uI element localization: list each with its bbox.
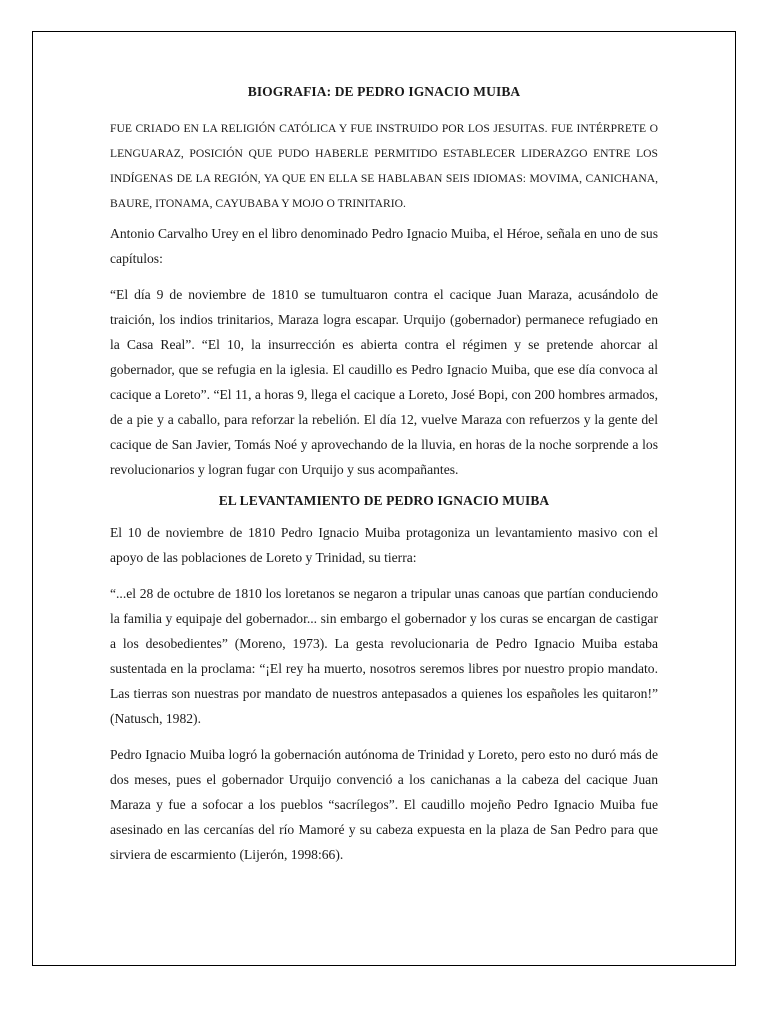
- paragraph-uprising: El 10 de noviembre de 1810 Pedro Ignacio Muiba protagoniza un levantamiento masivo con el apoyo de las poblaciones de Loreto y Trinidad, su tierra:: [110, 525, 658, 565]
- paragraph-quote-moreno: “...el 28 de octubre de 1810 los loretanos se negaron a tripular unas canoas que partían conduciendo la familia y equipaje del gobernador... sin embargo el gobernador y los curas se encargan de castigar a los desobedientes” (Moreno, 1973). La gesta revolucionaria de Pedro Ignacio Muiba estaba sustentada en la proclama: “¡El rey ha muerto, nosotros seremos libres por nuestro propio mandato. Las tierras son nuestras por mandato de nuestros antepasados a quienes los españoles les quitaron!” (Natusch, 1982).: [110, 586, 658, 726]
- document-title: BIOGRAFIA: DE PEDRO IGNACIO MUIBA: [247, 84, 521, 99]
- paragraph-source: Antonio Carvalho Urey en el libro denominado Pedro Ignacio Muiba, el Héroe, señala en uno de sus capítulos:: [110, 226, 658, 266]
- paragraph-quote-1810: “El día 9 de noviembre de 1810 se tumultuaron contra el cacique Juan Maraza, acusándolo de traición, los indios trinitarios, Maraza logra escapar. Urquijo (gobernador) permanece refugiado en la Casa Real”. “El 10, la insurrección es abierta contra el régimen y se pretende ahorcar al gobernador, que se refugia en la iglesia. El caudillo es Pedro Ignacio Muiba, que ese día convoca al cacique a Loreto”. “El 11, a horas 9, llega el cacique a Loreto, José Bopi, con 200 hombres armados, de a pie y a caballo, para reforzar la rebelión. El día 12, vuelve Maraza con refuerzos y la gente del cacique de San Javier, Tomás Noé y aprovechando de la lluvia, en horas de la noche sorprende a los revolucionarios y logran fugar con Urquijo y sus acompañantes.: [110, 287, 658, 477]
- section-heading: EL LEVANTAMIENTO DE PEDRO IGNACIO MUIBA: [218, 493, 550, 508]
- intro-paragraph: FUE CRIADO EN LA RELIGIÓN CATÓLICA Y FUE INSTRUIDO POR LOS JESUITAS. FUE INTÉRPRETE O LENGUARAZ, POSICIÓN QUE PUDO HABERLE PERMITIDO ESTABLECER LIDERAZGO ENTRE LOS INDÍGENAS DE LA REGIÓN, YA QUE EN ELLA SE HABLABAN SEIS IDIOMAS: MOVIMA, CANICHANA, BAURE, ITONAMA, CAYUBABA Y MOJO O TRINITARIO.: [110, 122, 658, 210]
- paragraph-conclusion: Pedro Ignacio Muiba logró la gobernación autónoma de Trinidad y Loreto, pero esto no duró más de dos meses, pues el gobernador Urquijo convenció a los canichanas a la cabeza del cacique Juan Maraza y fue a sofocar a los pueblos “sacrílegos”. El caudillo mojeño Pedro Ignacio Muiba fue asesinado en las cercanías del río Mamoré y su cabeza expuesta en la plaza de San Pedro para que sirviera de escarmiento (Lijerón, 1998:66).: [110, 747, 658, 862]
- document-body: [110, 84, 658, 878]
